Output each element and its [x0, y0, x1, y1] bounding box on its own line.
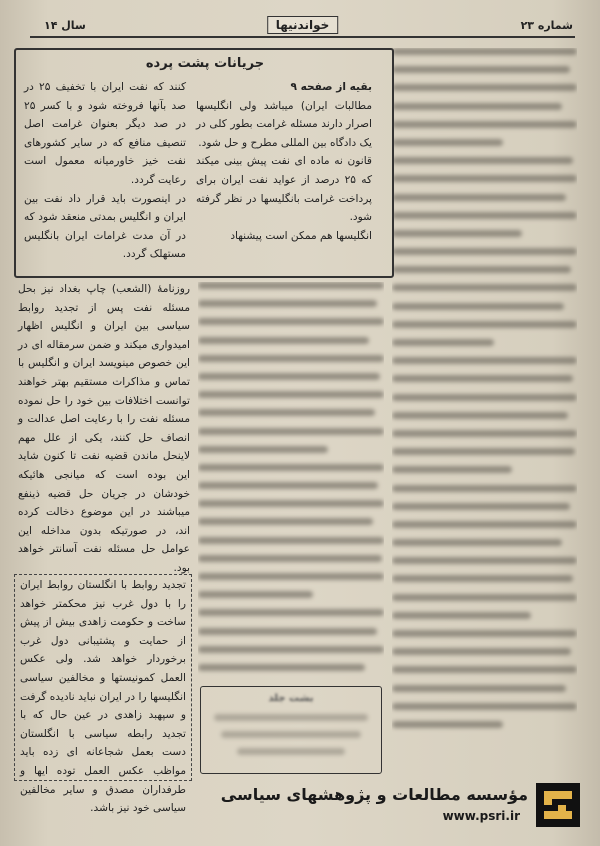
- article-paragraph: در اینصورت باید قرار داد نفت بین ایران و انگلیس بمدتی منعقد شود که در آن مدت غرامات ایران بانگلیس مستهلک گردد.: [24, 192, 186, 261]
- issue-number: شماره ۲۳: [520, 19, 573, 32]
- institute-stamp: [50, 783, 580, 833]
- institute-name: مؤسسه مطالعات و پژوهشهای سیاسی: [220, 785, 528, 804]
- institute-url: www.psri.ir: [442, 809, 520, 823]
- page-header: [30, 14, 575, 40]
- blurred-middle-column: [198, 282, 384, 682]
- article-paragraph: روزنامهٔ (الشعب) چاپ بغداد نیز بحل مسئله نفت پس از تجدید روابط سیاسی بین ایران و انگلیس اظهار امیدواری میکند و ضمن سرمقاله ای در این خصوص مینویسد ایران و انگلیس با تماس و مذاکرات مستقیم بهتر خواهند توانست اختلافات بین خود را حل نموده مسئله نفت را با رعایت اصل عدالت و انصاف حل کنند، یکی از علل مهم لاینحل ماندن قضیه نفت تا کنون شاید این بوده است که میانجی هائیکه خودشان در جریان حل قضیه ذینفع میباشند در این موضوع دخالت کرده اند، در صورتیکه بدون مداخله این عوامل حل مسئله نفت آسانتر خواهد بود.: [18, 283, 190, 574]
- article-title: جریانات پشت پرده: [145, 56, 265, 71]
- article-paragraph: انگلیسها هم ممکن است پیشنهاد: [230, 229, 372, 242]
- article-paragraph: مطالبات ایران) میباشد ولی انگلیسها اصرار دارند مسئله غرامت بطور کلی در یک دادگاه بین المللی مطرح و حل شود.: [196, 99, 372, 149]
- blurred-note-label: بشت جلد: [268, 693, 314, 704]
- volume-year: سال ۱۴: [44, 19, 86, 32]
- dashed-paragraph: [20, 576, 186, 818]
- article-column-left: [24, 78, 186, 264]
- blurred-right-column: [392, 48, 577, 776]
- institute-logo-icon: [536, 783, 580, 827]
- magazine-brand: خواندنیها: [267, 16, 339, 34]
- article-paragraph: کنند که نفت ایران با تخفیف ۲۵ در صد بآنها فروخته شود و با کسر ۲۵ در صد دیگر بعنوان غرامت اصل تنصیف منافع که در سایر کشورهای نفت خیز خاورمیانه معمول است رعایت گردد.: [24, 81, 186, 186]
- continued-note: بقیه از صفحه ۹: [290, 81, 372, 93]
- article-column-right: [196, 78, 372, 245]
- header-rule: [30, 36, 575, 38]
- blurred-note-box: [200, 686, 382, 774]
- article-paragraph: تجدید روابط با انگلستان روابط ایران را با دول غرب نیز محکمتر خواهد ساخت و حکومت زاهدی بیش از پیش از حمایت و پشتیبانی دول غرب برخوردار خواهد شد. ولی عکس العمل کمونیستها و مخالفین سیاسی انگلیسها را در ایران نباید نادیده گرفت و سپهبد زاهدی در عین حال که با تجدید رابطه سیاسی با انگلستان دست بعمل شجاعانه ای زده باید مواظب عکس العمل توده ایها و طرفداران مصدق و سایر مخالفین سیاسی خود نیز باشد.: [20, 579, 186, 815]
- article-paragraph: قانون نه ماده ای نفت پیش بینی میکند که ۲۵ درصد از عواید نفت ایران برای پرداخت غرامت بانگلیسها در نظر گرفته شود.: [196, 155, 372, 224]
- lower-left-column: [18, 280, 190, 578]
